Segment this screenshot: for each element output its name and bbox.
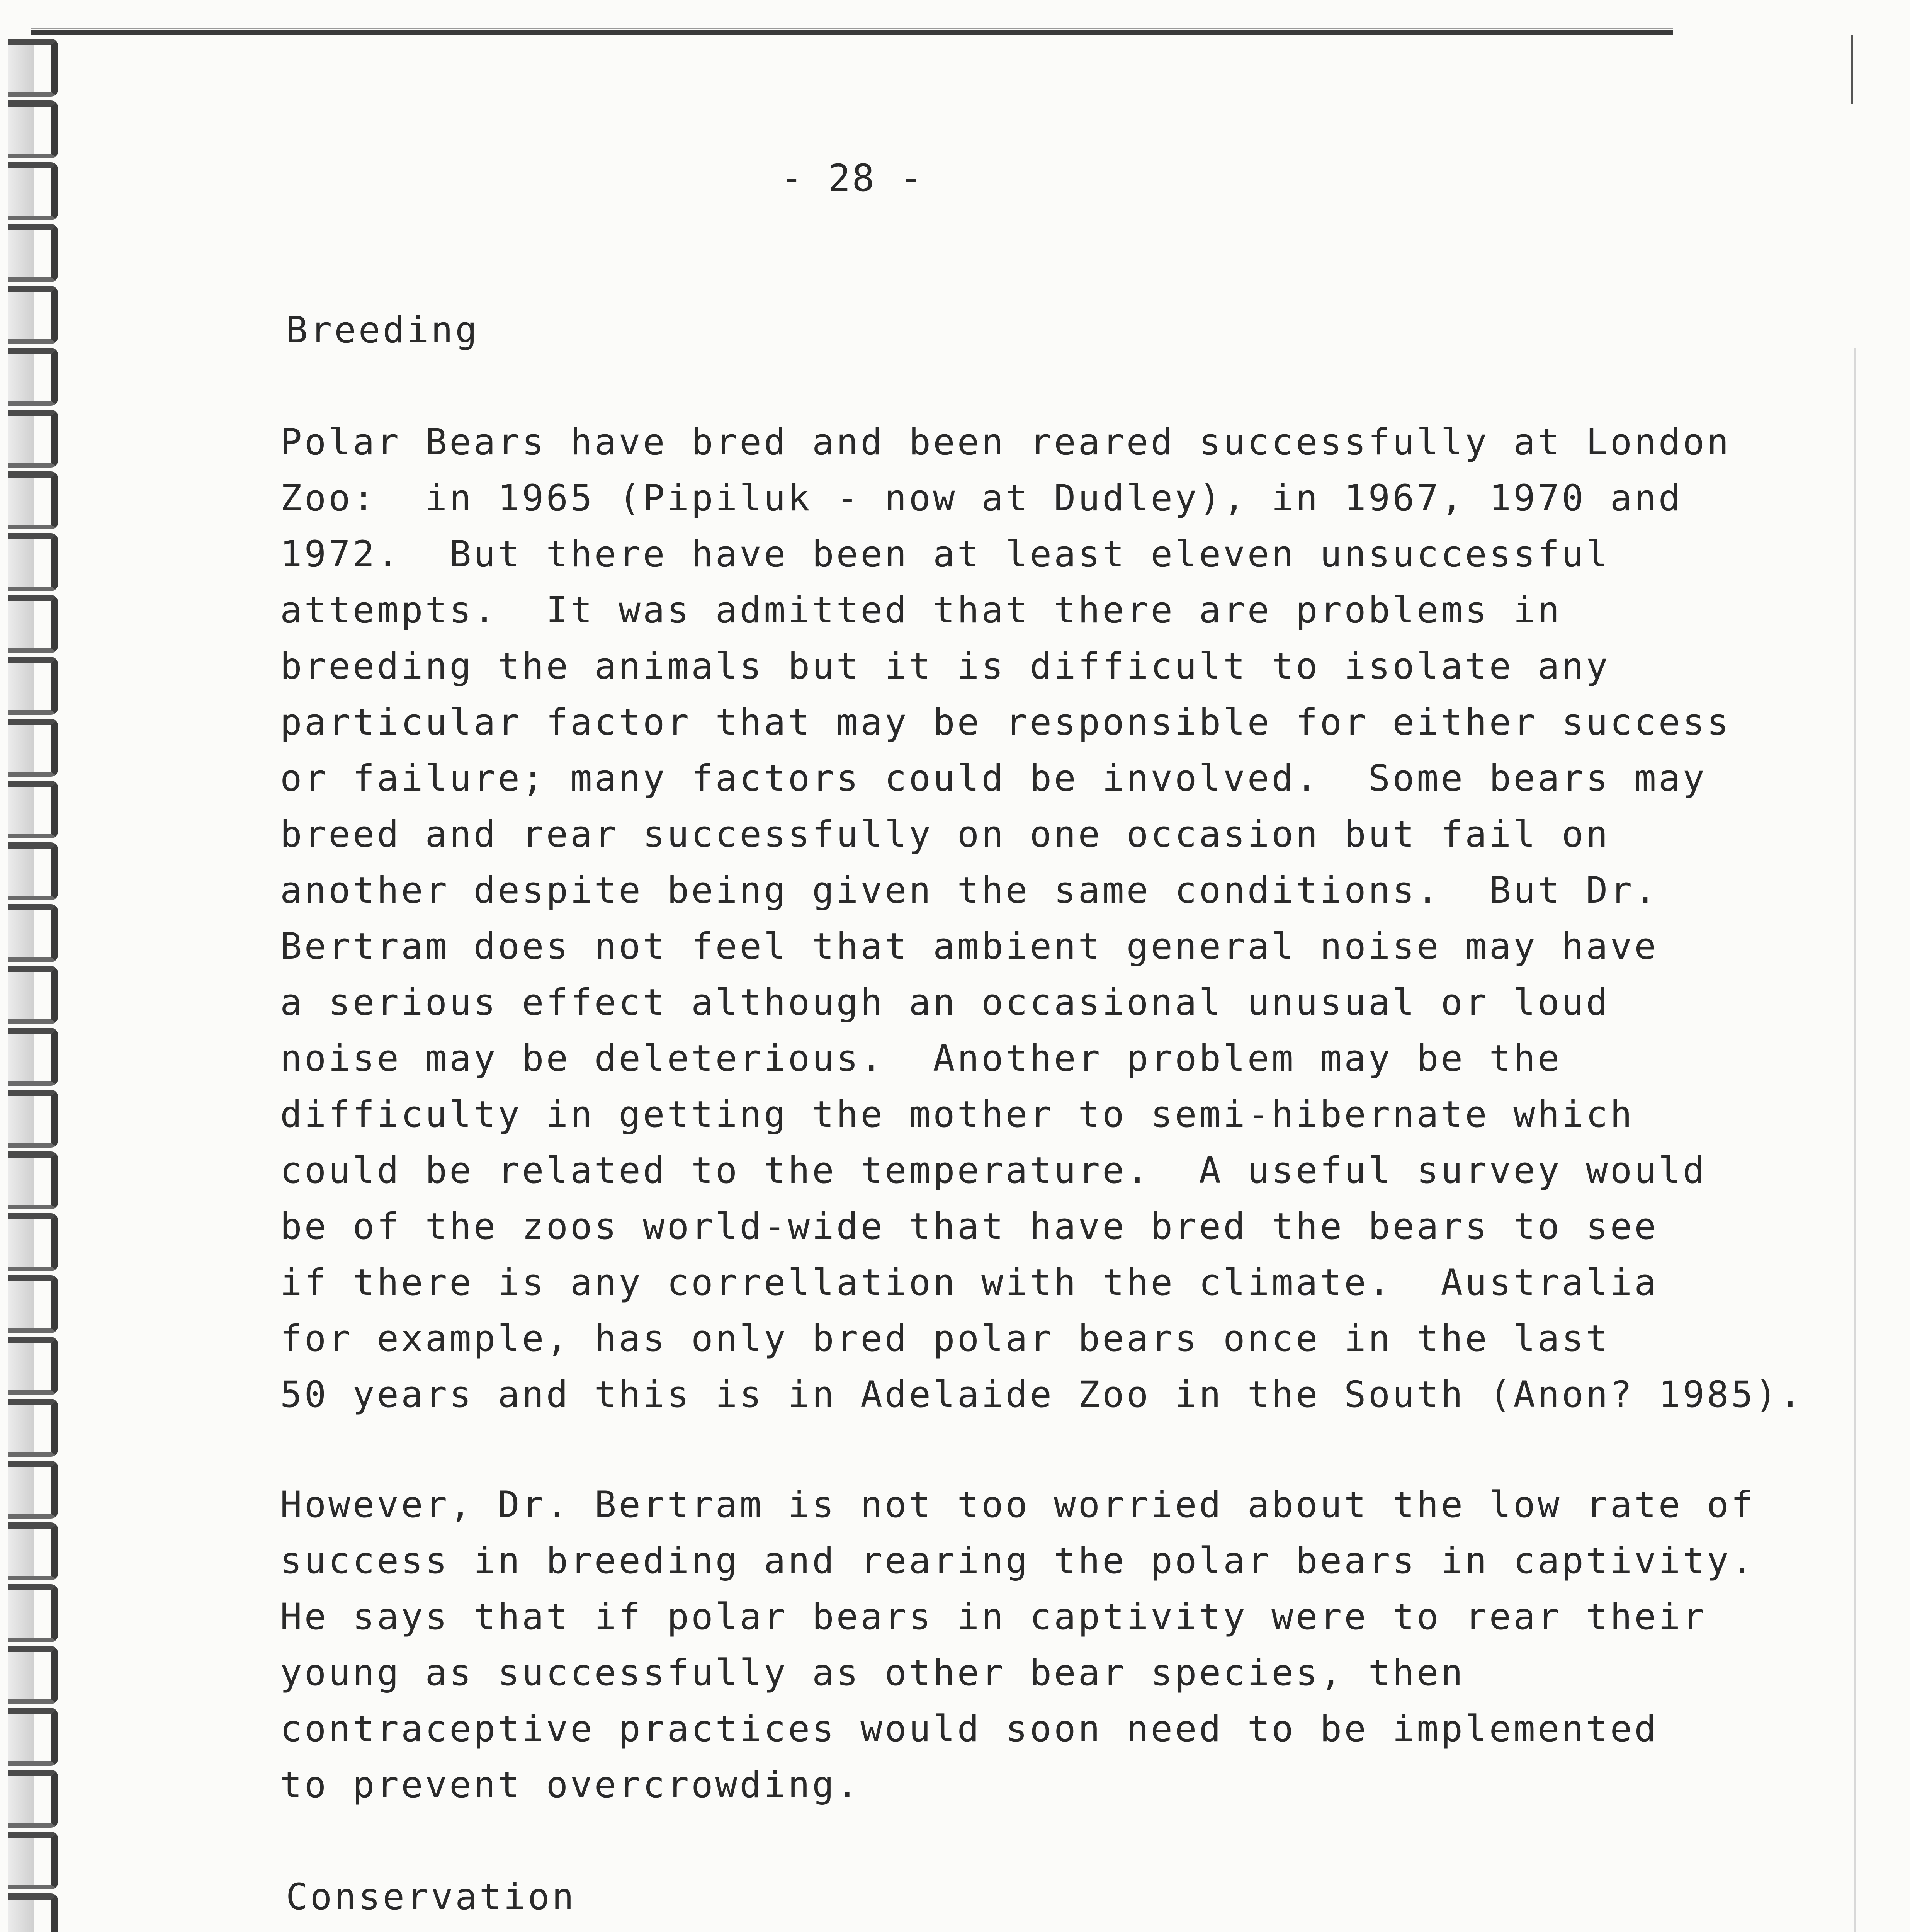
text-line: difficulty in getting the mother to semi-hibernate which: [280, 1094, 1635, 1136]
text-line: attempts. It was admitted that there are problems in: [280, 589, 1562, 631]
top-border-line-thin: [31, 28, 1673, 29]
text-line: success in breeding and rearing the polar bears in captivity.: [280, 1540, 1755, 1582]
binding-ring: [8, 657, 58, 715]
text-line: He says that if polar bears in captivity were to rear their: [280, 1596, 1707, 1638]
binding-ring: [8, 781, 58, 838]
binding-ring: [8, 1213, 58, 1271]
text-line: breed and rear successfully on one occasion but fail on: [280, 813, 1610, 855]
page-number: - 28 -: [780, 156, 924, 200]
text-line: to prevent overcrowding.: [280, 1764, 861, 1806]
binding-ring: [8, 1090, 58, 1148]
text-line: young as successfully as other bear species, then: [280, 1652, 1465, 1694]
binding-ring: [8, 1893, 58, 1932]
binding-ring: [8, 100, 58, 158]
text-line: However, Dr. Bertram is not too worried about the low rate of: [280, 1484, 1755, 1526]
text-line: if there is any correllation with the climate. Australia: [280, 1262, 1659, 1304]
text-line: or failure; many factors could be involved. Some bears may: [280, 757, 1707, 799]
text-line: a serious effect although an occasional unusual or loud: [280, 981, 1610, 1024]
binding-ring: [8, 1399, 58, 1457]
section-heading-breeding: Breeding: [286, 309, 479, 351]
text-line: Zoo: in 1965 (Pipiluk - now at Dudley), in 1967, 1970 and: [280, 477, 1683, 519]
spiral-binding: [0, 39, 70, 1932]
binding-ring: [8, 1832, 58, 1889]
text-line: contraceptive practices would soon need to be implemented: [280, 1708, 1659, 1750]
binding-ring: [8, 1646, 58, 1704]
text-line: Bertram does not feel that ambient general noise may have: [280, 925, 1659, 968]
binding-ring: [8, 1151, 58, 1209]
binding-ring: [8, 595, 58, 653]
binding-ring: [8, 1337, 58, 1395]
text-line: breeding the animals but it is difficult to isolate any: [280, 645, 1610, 687]
text-line: 1972. But there have been at least eleven unsuccessful: [280, 533, 1610, 575]
binding-ring: [8, 1770, 58, 1828]
text-line: 50 years and this is in Adelaide Zoo in the South (Anon? 1985).: [280, 1374, 1804, 1416]
text-line: Polar Bears have bred and been reared successfully at London: [280, 421, 1731, 463]
text-line: noise may be deleterious. Another problem may be the: [280, 1037, 1562, 1080]
binding-ring: [8, 1028, 58, 1086]
binding-ring: [8, 471, 58, 529]
binding-ring: [8, 1584, 58, 1642]
binding-ring: [8, 286, 58, 344]
right-border-line: [1854, 348, 1856, 1932]
binding-ring: [8, 224, 58, 282]
binding-ring: [8, 1275, 58, 1333]
top-border-line: [31, 30, 1673, 35]
binding-ring: [8, 1461, 58, 1519]
corner-mark: [1851, 35, 1853, 104]
paragraph-breeding-2: [280, 1477, 1755, 1813]
binding-ring: [8, 1522, 58, 1580]
binding-ring: [8, 533, 58, 591]
binding-ring: [8, 410, 58, 468]
binding-ring: [8, 162, 58, 220]
binding-ring: [8, 966, 58, 1024]
binding-ring: [8, 39, 58, 97]
text-line: could be related to the temperature. A useful survey would: [280, 1150, 1707, 1192]
binding-ring: [8, 842, 58, 900]
section-heading-conservation: Conservation: [286, 1876, 576, 1918]
binding-ring: [8, 719, 58, 777]
binding-ring: [8, 1708, 58, 1766]
binding-ring: [8, 348, 58, 406]
text-line: be of the zoos world-wide that have bred the bears to see: [280, 1206, 1659, 1248]
text-line: for example, has only bred polar bears once in the last: [280, 1318, 1610, 1360]
paragraph-breeding-1: [280, 414, 1804, 1423]
text-line: another despite being given the same conditions. But Dr.: [280, 869, 1659, 912]
text-line: particular factor that may be responsible for either success: [280, 701, 1731, 743]
binding-ring: [8, 904, 58, 962]
